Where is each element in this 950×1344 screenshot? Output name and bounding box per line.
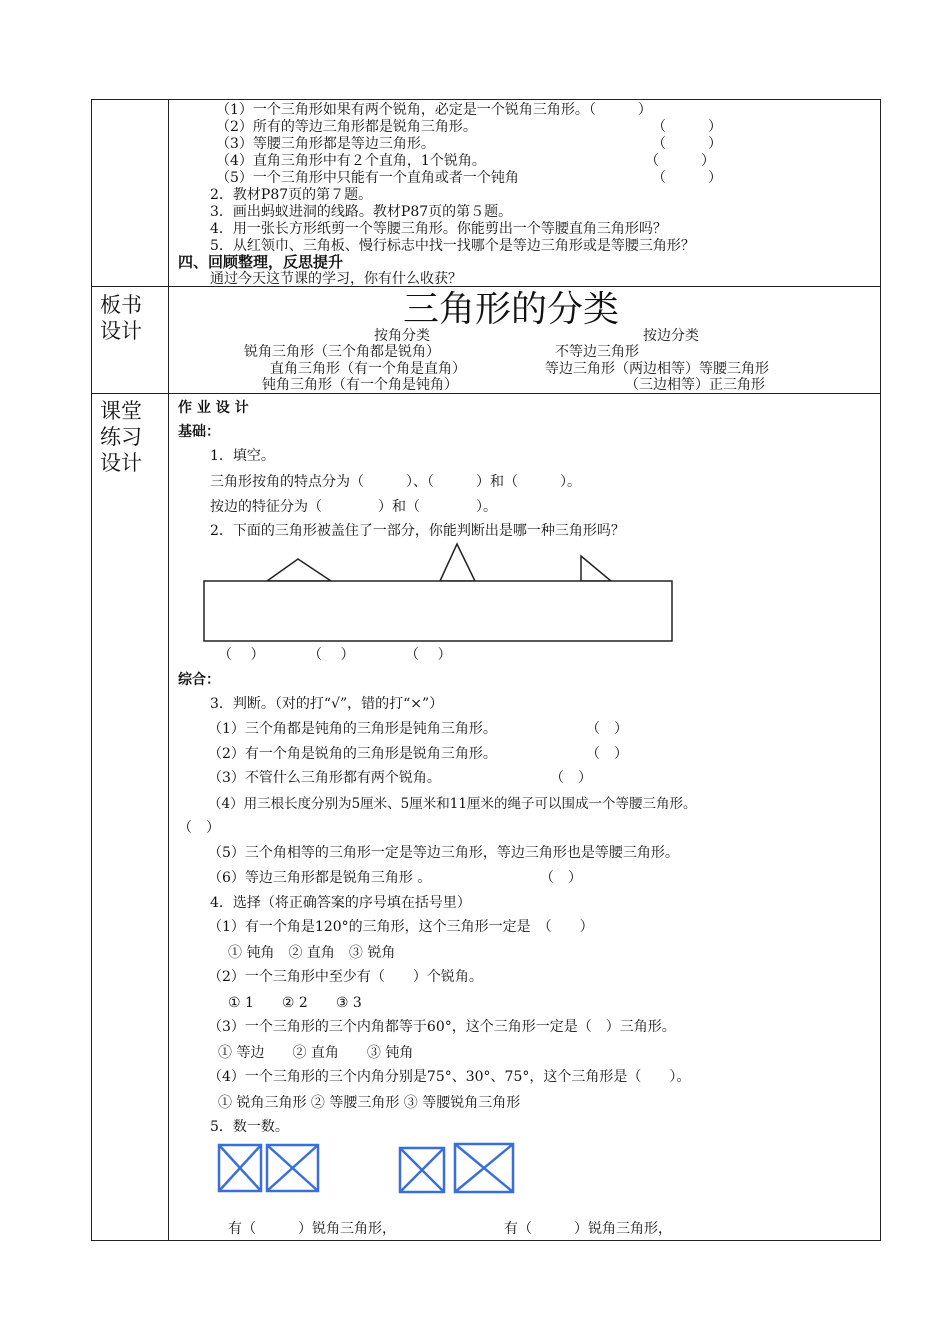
q2-title: 2．下面的三角形被盖住了一部分，你能判断出是哪一种三角形吗？: [210, 523, 625, 539]
side-line: （三边相等）正三角形: [625, 377, 765, 393]
cover-rectangle: [204, 581, 672, 641]
exercise-label: 课堂练习设计: [100, 399, 142, 475]
q3-item: （5）三个角相等的三角形一定是等边三角形，等边三角形也是等腰三角形。: [208, 845, 679, 861]
side-line: 等边三角形（两边相等）等腰三角形: [545, 361, 769, 377]
q4-title: 4．选择（将正确答案的序号填在括号里）: [210, 895, 471, 911]
q3-item: （2）有一个角是锐角的三角形是锐角三角形。: [208, 746, 497, 762]
q3-paren: （ ）: [586, 721, 628, 737]
judge-paren: （ ）: [652, 136, 722, 152]
board-label: 板书设计: [100, 293, 142, 343]
q3-paren: （ ）: [540, 870, 582, 886]
q2-answer: （ ）: [218, 647, 265, 663]
angle-line: 钝角三角形（有一个角是钝角）: [262, 377, 458, 393]
row-divider: [92, 393, 880, 394]
exercise-heading: 作 业 设 计: [178, 400, 249, 416]
judge-item: （2）所有的等边三角形都是锐角三角形。: [216, 119, 477, 135]
basic-heading: 基础：: [178, 424, 220, 440]
crossed-squares-figure: [218, 1142, 518, 1194]
q3-paren: （ ）: [178, 820, 220, 836]
q5-title: 5．数一数。: [210, 1119, 289, 1135]
reflection-text: 通过今天这节课的学习，你有什么收获？: [210, 271, 462, 287]
judge-paren: （ ）: [645, 153, 715, 169]
side-line: 不等边三角形: [555, 344, 639, 360]
task-item: 2．教材P87页的第７题。: [210, 187, 373, 203]
lesson-table: [91, 99, 881, 1241]
q4-options: ① 等边 ② 直角 ③ 钝角: [218, 1045, 414, 1061]
q5-answer: 有（ ）锐角三角形，: [504, 1221, 672, 1237]
q3-item: （4）用三根长度分别为5厘米、5厘米和11厘米的绳子可以围成一个等腰三角形。: [208, 796, 697, 812]
comprehensive-heading: 综合：: [178, 672, 220, 688]
judge-paren: （ ）: [652, 119, 722, 135]
q4-options: ① 1 ② 2 ③ 3: [228, 995, 362, 1011]
by-side-heading: 按边分类: [643, 328, 699, 344]
q1-title: 1．填空。: [210, 448, 275, 464]
judge-item: （3）等腰三角形都是等边三角形。: [216, 136, 435, 152]
judge-paren: （ ）: [652, 170, 722, 186]
q1-line: 按边的特征分为（ ）和（ ）。: [210, 499, 497, 515]
judge-item: （5）一个三角形中只能有一个直角或者一个钝角: [216, 170, 519, 186]
triangle-tip-obtuse: [440, 544, 475, 581]
q2-answer: （ ）: [308, 647, 355, 663]
q4-question: （3）一个三角形的三个内角都等于60°，这个三角形一定是（ ）三角形。: [208, 1019, 676, 1035]
angle-line: 锐角三角形（三个角都是锐角）: [244, 344, 440, 360]
q3-paren: （ ）: [586, 746, 628, 762]
q3-item: （3）不管什么三角形都有两个锐角。: [208, 770, 441, 786]
q4-question: （1）有一个角是120°的三角形，这个三角形一定是 （ ）: [208, 919, 594, 935]
q2-answer: （ ）: [405, 647, 452, 663]
task-item: 5．从红领巾、三角板、慢行标志中找一找哪个是等边三角形或是等腰三角形？: [210, 238, 695, 254]
by-angle-heading: 按角分类: [374, 328, 430, 344]
judge-item: （4）直角三角形中有２个直角，1个锐角。: [216, 153, 486, 169]
task-item: 4．用一张长方形纸剪一个等腰三角形。你能剪出一个等腰直角三角形吗？: [210, 221, 667, 237]
triangle-tip-right: [581, 556, 611, 581]
covered-triangles-figure: [203, 543, 673, 643]
task-item: 3．画出蚂蚁进洞的线路。教材P87页的第５题。: [210, 204, 513, 220]
q5-answer: 有（ ）锐角三角形，: [228, 1221, 396, 1237]
triangle-tip-acute: [267, 559, 331, 581]
q4-options: ① 钝角 ② 直角 ③ 锐角: [228, 945, 396, 961]
q3-item: （6）等边三角形都是锐角三角形 。: [208, 870, 432, 886]
section-heading: 四、回顾整理，反思提升: [178, 253, 344, 271]
board-title: 三角形的分类: [403, 289, 620, 330]
q1-line: 三角形按角的特点分为（ ）、（ ）和（ ）。: [210, 474, 581, 490]
q4-question: （4）一个三角形的三个内角分别是75°、30°、75°，这个三角形是（ ）。: [208, 1069, 691, 1085]
q4-options: ① 锐角三角形 ② 等腰三角形 ③ 等腰锐角三角形: [218, 1095, 521, 1111]
judge-item: （1）一个三角形如果有两个锐角，必定是一个锐角三角形。（ ）: [216, 102, 652, 118]
q3-title: 3．判断。（对的打“√”，错的打“×”）: [210, 696, 444, 712]
q4-question: （2）一个三角形中至少有（ ）个锐角。: [208, 969, 483, 985]
angle-line: 直角三角形（有一个角是直角）: [270, 361, 466, 377]
q3-item: （1）三个角都是钝角的三角形是钝角三角形。: [208, 721, 497, 737]
q3-paren: （ ）: [550, 770, 592, 786]
column-divider: [168, 100, 169, 1240]
